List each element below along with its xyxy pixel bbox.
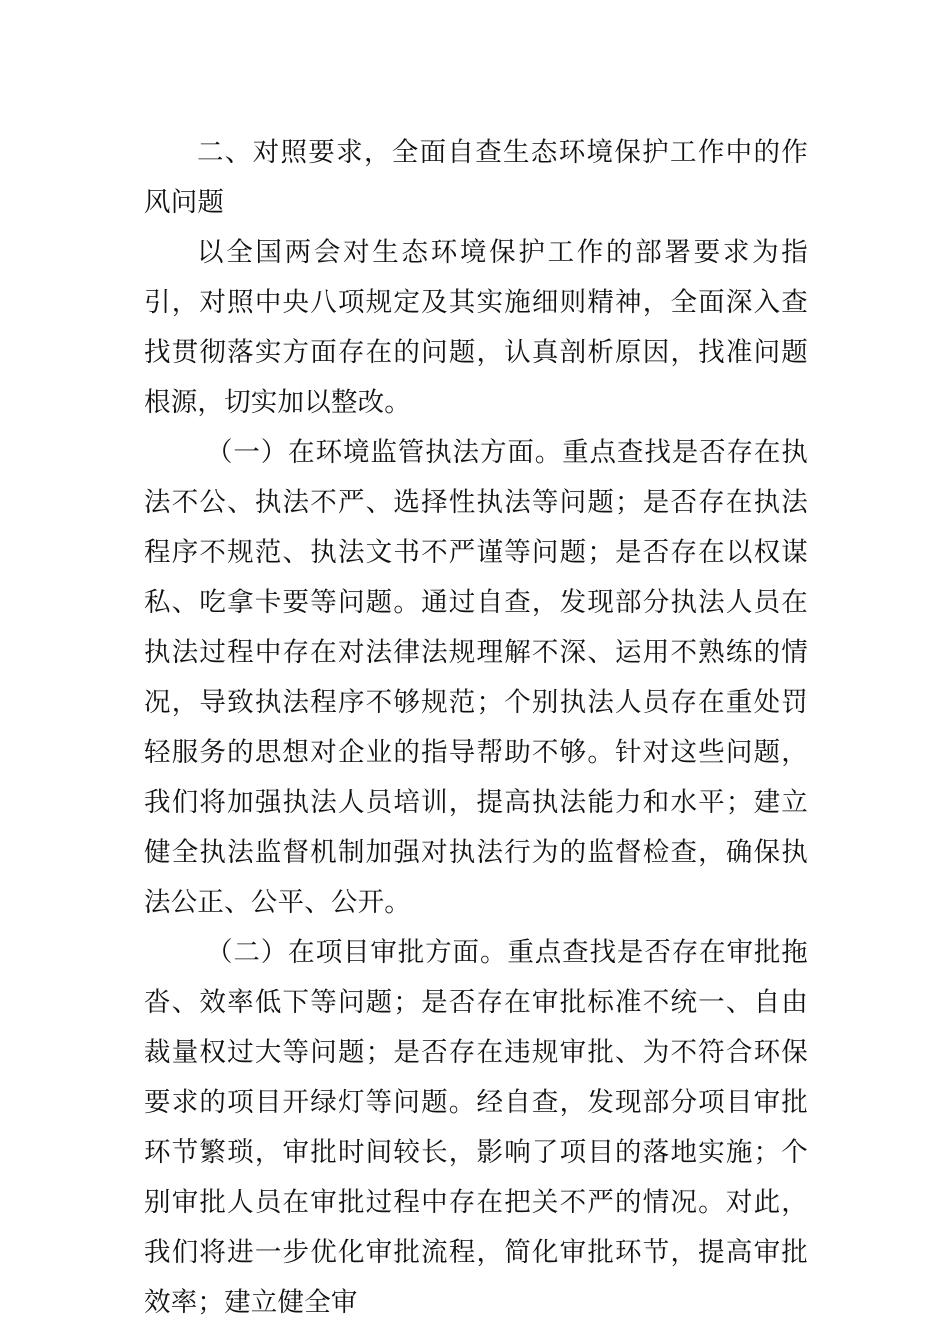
section-heading: 二、对照要求，全面自查生态环境保护工作中的作风问题 xyxy=(144,137,808,218)
enforcement-paragraph: （一）在环境监管执法方面。重点查找是否存在执法不公、执法不严、选择性执法等问题；是否存在执法程序不规范、执法文书不严谨等问题；是否存在以权谋私、吃拿卡要等问题。通过自查，发现部分执法人员在执法过程中存在对法律法规理解不深、运用不熟练的情况，导致执法程序不够规范；个别执法人员存在重处罚轻服务的思想对企业的指导帮助不够。针对这些问题，我们将加强执法人员培训，提高执法能力和水平；建立健全执法监督机制加强对执法行为的监督检查，确保执法公正、公平、公开。 xyxy=(144,437,808,918)
intro-paragraph: 以全国两会对生态环境保护工作的部署要求为指引，对照中央八项规定及其实施细则精神，全面深入查找贯彻落实方面存在的问题，认真剖析原因，找准问题根源，切实加以整改。 xyxy=(144,237,808,418)
approval-paragraph: （二）在项目审批方面。重点查找是否存在审批拖沓、效率低下等问题；是否存在审批标准不统一、自由裁量权过大等问题；是否存在违规审批、为不符合环保要求的项目开绿灯等问题。经自查，发现部分项目审批环节繁琐，审批时间较长，影响了项目的落地实施；个别审批人员在审批过程中存在把关不严的情况。对此，我们将进一步优化审批流程，简化审批环节，提高审批效率；建立健全审 xyxy=(144,937,808,1318)
document-body xyxy=(144,128,808,1328)
